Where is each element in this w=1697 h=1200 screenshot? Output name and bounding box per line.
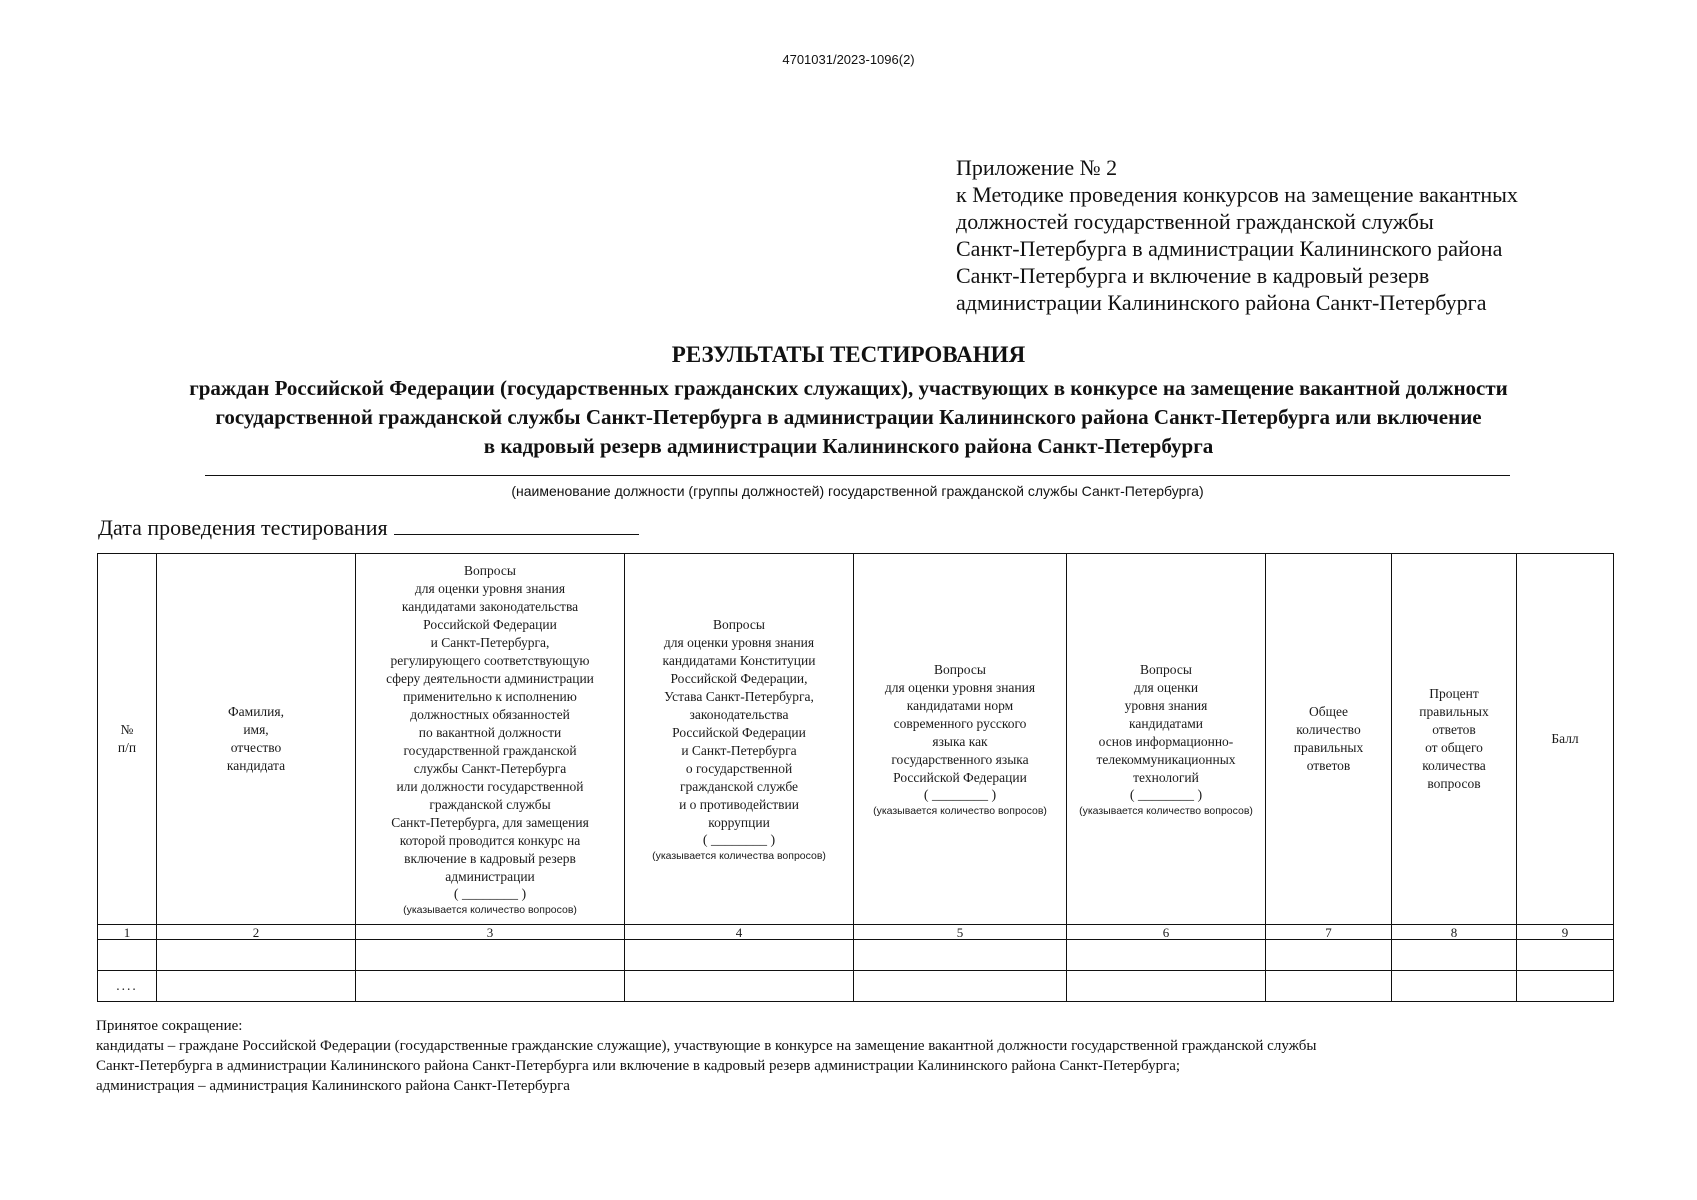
document-title: РЕЗУЛЬТАТЫ ТЕСТИРОВАНИЯ (671, 342, 1026, 367)
column-number: 8 (1392, 925, 1517, 940)
header-line: администрации (445, 868, 535, 884)
header-cell (1067, 554, 1266, 925)
appendix-line: Приложение № 2 (956, 155, 1118, 180)
header-line: языка как (932, 733, 988, 749)
test-date-row (98, 514, 639, 541)
table-header-row (98, 554, 1614, 925)
test-date-blank[interactable] (394, 514, 639, 535)
abbreviations-note (96, 1016, 1616, 1096)
header-line: имя, (243, 722, 269, 737)
abbreviations-heading: Принятое сокращение: (96, 1018, 243, 1034)
header-line: Устава Санкт-Петербурга, (664, 688, 814, 704)
abbreviation-line: Санкт-Петербурга в администрации Калининского района Санкт-Петербурга или включение в кадровый резерв администрации Калининского района Санкт-Петербурга; (96, 1058, 1181, 1074)
header-cell (1392, 554, 1517, 925)
header-line: и Санкт-Петербурга (681, 742, 797, 758)
document-subtitle (40, 374, 1657, 461)
table-cell[interactable] (157, 971, 356, 1002)
header-line: № (120, 722, 134, 737)
header-line: по вакантной должности (418, 724, 562, 740)
header-line: для оценки уровня знания (663, 634, 815, 650)
table-row (98, 971, 1614, 1002)
header-line: вопросов (1427, 776, 1481, 791)
test-date-label: Дата проведения тестирования (98, 515, 388, 540)
header-line: службы Санкт-Петербурга (413, 760, 567, 776)
header-line: включение в кадровый резерв (404, 850, 576, 866)
header-line: ответов (1306, 758, 1351, 773)
column-number: 9 (1517, 925, 1614, 940)
question-count-blank[interactable]: ( ________ ) (453, 886, 527, 902)
table-cell[interactable] (1067, 940, 1266, 971)
header-line: п/п (117, 740, 137, 755)
table-cell[interactable] (625, 971, 854, 1002)
column-number-row (98, 925, 1614, 940)
header-line: которой проводится конкурс на (399, 832, 581, 848)
subtitle-line: в кадровый резерв администрации Калининского района Санкт-Петербурга (483, 434, 1214, 458)
header-line: от общего (1425, 740, 1483, 755)
table-row (98, 940, 1614, 971)
header-cell (1266, 554, 1392, 925)
header-line: и о противодействии (679, 796, 799, 812)
question-count-blank[interactable]: ( ________ ) (1129, 787, 1203, 803)
header-line: коррупции (708, 814, 770, 830)
header-line: для оценки (1133, 679, 1199, 695)
header-cell (157, 554, 356, 925)
column-number: 6 (1067, 925, 1266, 940)
table-cell[interactable] (854, 940, 1067, 971)
column-number: 1 (98, 925, 157, 940)
table-cell[interactable] (1067, 971, 1266, 1002)
subtitle-line: граждан Российской Федерации (государственных гражданских служащих), участвующих в конкурсе на замещение вакантной должности (189, 376, 1508, 400)
table-cell[interactable] (98, 940, 157, 971)
appendix-line: администрации Калининского района Санкт-Петербурга (956, 290, 1487, 315)
abbreviation-line: кандидаты – граждане Российской Федерации (государственные гражданские служащие), участвующие в конкурсе на замещение вакантной должности государственной гражданской службы (96, 1038, 1317, 1054)
table-cell[interactable] (1266, 971, 1392, 1002)
column-number: 4 (625, 925, 854, 940)
table-cell[interactable] (157, 940, 356, 971)
column-number: 7 (1266, 925, 1392, 940)
header-line: кандидатами Конституции (662, 652, 816, 668)
header-line: современного русского (893, 715, 1027, 731)
header-line: Балл (1551, 731, 1579, 746)
header-line: кандидатами законодательства (401, 598, 579, 614)
position-name-caption: (наименование должности (группы должностей) государственной гражданской службы Санкт-Петербурга) (511, 483, 1204, 499)
header-line: и Санкт-Петербурга, (430, 634, 550, 650)
table-cell[interactable] (1517, 971, 1614, 1002)
header-line: кандидата (226, 758, 286, 773)
header-line: Вопросы (1140, 661, 1192, 677)
question-count-blank[interactable]: ( ________ ) (702, 832, 776, 848)
header-line: для оценки уровня знания (414, 580, 566, 596)
header-line: основ информационно- (1098, 733, 1234, 749)
header-cell (356, 554, 625, 925)
table-cell-ellipsis: .... (98, 971, 157, 1002)
header-line: государственной гражданской (403, 742, 577, 758)
appendix-line: должностей государственной гражданской службы (956, 209, 1434, 234)
header-line: количество (1296, 722, 1361, 737)
table-cell[interactable] (1517, 940, 1614, 971)
table-cell[interactable] (625, 940, 854, 971)
header-line: сферу деятельности администрации (386, 670, 594, 686)
header-line: ответов (1432, 722, 1476, 737)
header-line: количества (1422, 758, 1486, 773)
header-line: или должности государственной (396, 778, 584, 794)
header-line: Российской Федерации (672, 724, 806, 740)
header-cell (625, 554, 854, 925)
header-line: Вопросы (713, 616, 765, 632)
appendix-line: Санкт-Петербурга в администрации Калининского района (956, 236, 1503, 261)
appendix-line: Санкт-Петербурга и включение в кадровый резерв (956, 263, 1430, 288)
header-line: правильных (1293, 740, 1364, 755)
header-line: государственного языка (891, 751, 1029, 767)
abbreviation-line: администрация – администрация Калининского района Санкт-Петербурга (96, 1078, 570, 1094)
header-line: Российской Федерации (893, 769, 1027, 785)
header-line: гражданской службы (429, 796, 551, 812)
header-line: Санкт-Петербурга, для замещения (391, 814, 589, 830)
header-cell (98, 554, 157, 925)
header-line: уровня знания (1124, 697, 1208, 713)
header-cell (854, 554, 1067, 925)
subtitle-line: государственной гражданской службы Санкт-Петербурга в администрации Калининского района Санкт-Петербурга или включение (215, 405, 1482, 429)
table-cell[interactable] (1392, 971, 1517, 1002)
header-line: Вопросы (464, 562, 516, 578)
column-number: 5 (854, 925, 1067, 940)
document-id: 4701031/2023-1096(2) (782, 52, 915, 67)
question-count-note: (указывается количество вопросов) (403, 903, 577, 916)
table-cell[interactable] (854, 971, 1067, 1002)
table-cell[interactable] (1266, 940, 1392, 971)
question-count-note: (указывается количества вопросов) (652, 849, 826, 862)
header-line: Процент (1429, 686, 1479, 701)
header-line: законодательства (689, 706, 789, 722)
header-line: Российской Федерации (423, 616, 557, 632)
header-line: правильных (1419, 704, 1489, 719)
header-cell (1517, 554, 1614, 925)
table-cell[interactable] (1392, 940, 1517, 971)
results-table (97, 553, 1614, 1002)
question-count-blank[interactable]: ( ________ ) (923, 787, 997, 803)
header-line: Фамилия, (228, 704, 284, 719)
question-count-note: (указывается количество вопросов) (873, 804, 1047, 817)
question-count-note: (указывается количество вопросов) (1079, 804, 1253, 817)
header-line: кандидатами норм (906, 697, 1014, 713)
appendix-line: к Методике проведения конкурсов на замещение вакантных (956, 182, 1518, 207)
header-line: применительно к исполнению (403, 688, 577, 704)
appendix-note (956, 154, 1646, 316)
header-line: регулирующего соответствующую (390, 652, 590, 668)
header-line: отчество (230, 740, 282, 755)
column-number: 2 (157, 925, 356, 940)
header-line: гражданской службе (679, 778, 799, 794)
header-line: должностных обязанностей (410, 706, 570, 722)
position-name-line[interactable] (205, 475, 1510, 476)
header-line: Вопросы (934, 661, 986, 677)
table-cell[interactable] (356, 971, 625, 1002)
header-line: Общее (1309, 704, 1348, 719)
column-number: 3 (356, 925, 625, 940)
header-line: о государственной (685, 760, 793, 776)
header-line: технологий (1133, 769, 1199, 785)
header-line: для оценки уровня знания (884, 679, 1036, 695)
table-cell[interactable] (356, 940, 625, 971)
header-line: телекоммуникационных (1096, 751, 1236, 767)
header-line: кандидатами (1129, 715, 1203, 731)
header-line: Российской Федерации, (670, 670, 808, 686)
